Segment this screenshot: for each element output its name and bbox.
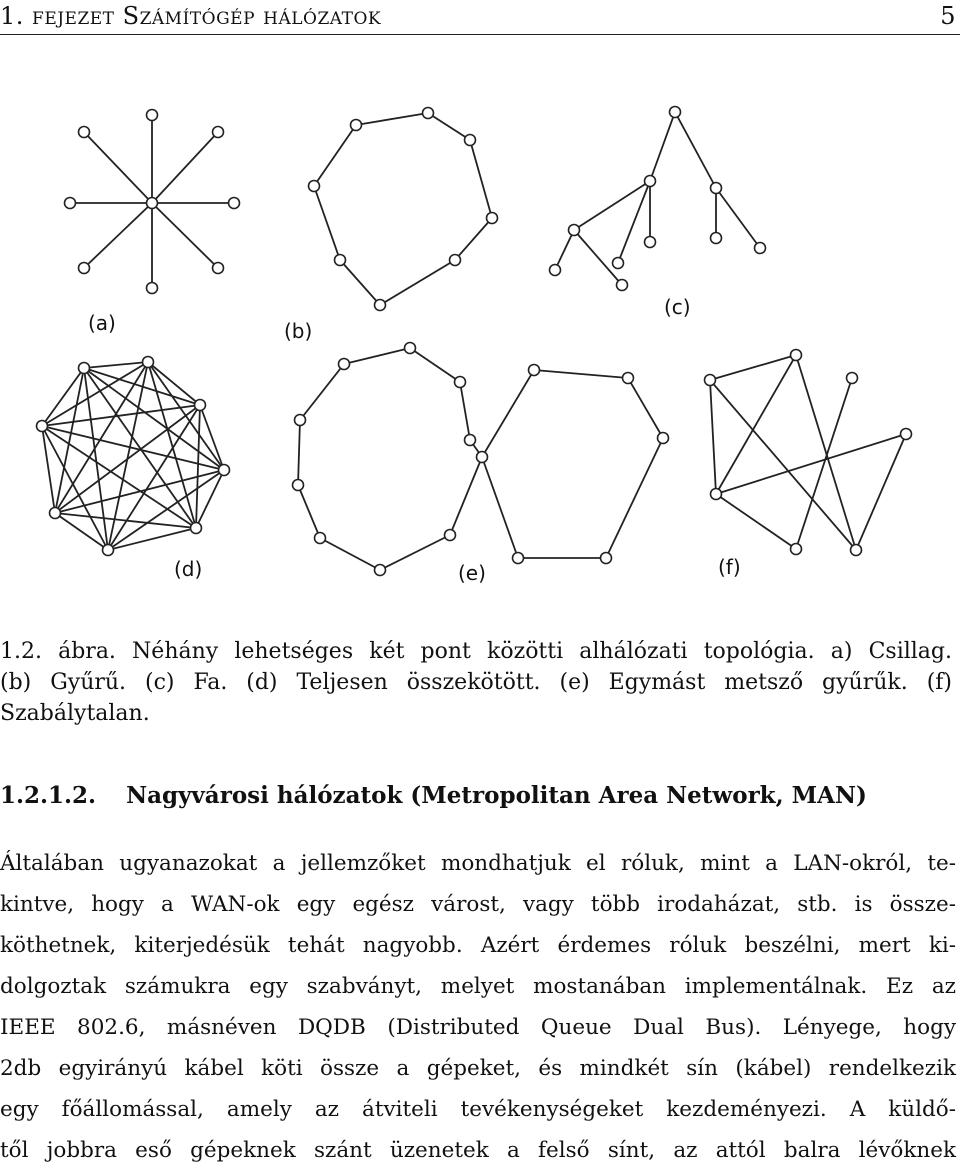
section-heading [0,782,960,809]
label-b: (b) [284,319,313,343]
tree-edge [675,112,716,188]
body-line: től jobbra eső gépeknek szánt üzenetek a felső sínt, az attól balra lévőknek [0,1138,956,1163]
irregular-node [791,350,802,361]
ring-edge [470,140,492,218]
ring-node [351,120,362,131]
star-edge [84,132,152,203]
body-line: Általában ugyanazokat a jellemzőket mondhatjuk el róluk, mint a LAN-okról, te- [0,851,956,876]
ring-node [455,377,466,388]
section-number: 1.2.1.2. [0,782,97,809]
caption-line: Szabálytalan. [0,701,150,726]
header-rule [0,34,960,35]
ring-edge [428,113,470,140]
ring-edge [298,485,320,538]
ring-edge [482,457,518,558]
ring-node [293,480,304,491]
star-node [147,110,158,121]
star-node [213,127,224,138]
caption-line: (b) Gyűrű. (c) Fa. (d) Teljesen összekötött. (e) Egymást metsző gyűrűk. (f) [0,670,952,695]
topology-figure [0,80,960,600]
ring-edge [300,364,344,420]
ring-node [423,108,434,119]
tree-node [670,107,681,118]
ring-edge [320,538,380,570]
topology-diagram [0,80,960,600]
ring-edge [482,370,534,457]
body-line: dolgoztak számukra egy szabványt, melyet mostanában implementálnak. Ez az [0,974,956,999]
ring-edge [344,348,410,364]
irregular-node [791,544,802,555]
mesh-edge [55,513,196,528]
tree-node [711,183,722,194]
figure-caption [0,636,952,729]
mesh-node [103,545,114,556]
ring-node [335,255,346,266]
irregular-node [851,545,862,556]
label-c: (c) [664,295,691,319]
label-d: (d) [174,557,203,581]
body-line: köthetnek, kiterjedésük tehát nagyobb. Azért érdemes róluk beszélni, mert ki- [0,933,956,958]
body-line: 2db egyirányú kábel köti össze a gépeket, és mindkét sín (kábel) rendelkezik [0,1056,956,1081]
ring-edge [534,370,628,378]
ring-node [658,433,669,444]
mesh-edge [55,362,148,513]
ring-node [465,135,476,146]
mesh-node [37,421,48,432]
ring-edge [628,378,663,438]
ring-edge [455,218,492,260]
tree-node [617,280,628,291]
irregular-edge [716,494,796,549]
tree-node [550,265,561,276]
tree-edge [650,112,675,181]
caption-line: 1.2. ábra. Néhány lehetséges két pont közötti alhálózati topológia. a) Csillag. [0,639,952,664]
star-node [229,198,240,209]
star-edge [152,132,218,203]
irregular-edge [856,434,906,550]
ring-node [477,452,488,463]
mesh-edge [108,405,200,550]
mesh-edge [196,405,200,528]
ring-node [315,533,326,544]
irregular-node [705,375,716,386]
tree-node [755,243,766,254]
tree-node [645,237,656,248]
ring-node [339,359,350,370]
tree-edge [618,181,650,263]
star-hub-node [147,198,158,209]
irregular-edge [710,380,716,494]
star-node [213,263,224,274]
ring-edge [380,535,450,570]
ring-node [529,365,540,376]
ring-node [309,181,320,192]
irregular-node [847,373,858,384]
mesh-node [219,465,230,476]
page-number: 5 [940,2,956,30]
irregular-node [711,489,722,500]
label-a: (a) [88,311,116,335]
body-line: egy főállomással, amely az átviteli tevékenységeket kezdeményezi. A küldő- [0,1097,956,1122]
tree-edge [574,181,650,230]
ring-edge [314,186,340,260]
ring-node [375,300,386,311]
mesh-node [195,400,206,411]
ring-edge [298,420,300,485]
ring-node [465,435,476,446]
tree-node [569,225,580,236]
tree-node [645,176,656,187]
mesh-node [191,523,202,534]
mesh-edge [108,528,196,550]
ring-node [295,415,306,426]
mesh-node [143,357,154,368]
mesh-edge [55,368,84,513]
ring-node [601,553,612,564]
page-header [0,0,960,36]
ring-node [375,565,386,576]
ring-node [623,373,634,384]
star-node [65,198,76,209]
section-title: Nagyvárosi hálózatok (Metropolitan Area Network, MAN) [126,782,867,809]
mesh-edge [84,368,196,528]
star-edge [84,203,152,268]
star-edge [152,203,218,268]
irregular-edge [796,378,852,549]
ring-edge [340,260,380,305]
body-line: kintve, hogy a WAN-ok egy egész várost, vagy több irodaházat, stb. is össze- [0,892,956,917]
ring-node [513,553,524,564]
ring-node [405,343,416,354]
ring-edge [410,348,460,382]
ring-node [450,255,461,266]
tree-node [711,233,722,244]
mesh-node [79,363,90,374]
ring-edge [450,457,482,535]
ring-edge [356,113,428,125]
star-node [79,263,90,274]
label-f: (f) [718,555,741,579]
star-node [147,283,158,294]
ring-edge [380,260,455,305]
mesh-edge [42,426,196,528]
tree-node [613,258,624,269]
ring-node [445,530,456,541]
tree-edge [555,230,574,270]
mesh-node [50,508,61,519]
ring-edge [460,382,470,440]
ring-node [487,213,498,224]
star-node [79,127,90,138]
tree-edge [574,230,622,285]
label-e: (e) [458,561,486,585]
irregular-node [901,429,912,440]
body-line: IEEE 802.6, másnéven DQDB (Distributed Queue Dual Bus). Lényege, hogy [0,1015,956,1040]
ring-edge [314,125,356,186]
tree-edge [716,188,760,248]
body-text [0,843,956,1171]
ring-edge [606,438,663,558]
chapter-title: 1. fejezet Számítógép hálózatok [0,2,382,30]
